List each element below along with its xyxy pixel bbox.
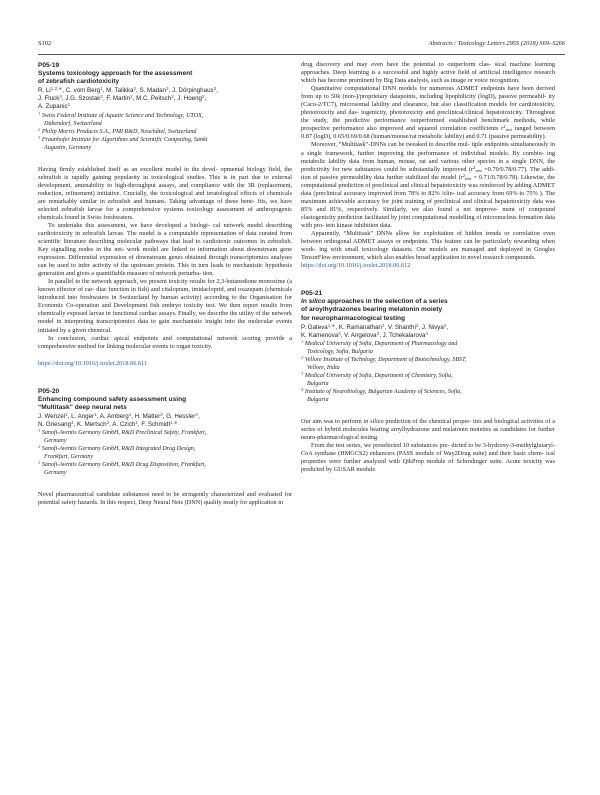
text-line: work model are linked to information about downstream gene (126, 246, 292, 254)
author-list (38, 87, 292, 111)
text-line: expression. Differential expression of downstream genes obtained (38, 254, 207, 262)
text-line: ties and biological activities of a series of hybrid molecules bearing (301, 417, 555, 433)
affiliation-text: Vellore, India (307, 364, 340, 371)
author: , V. Angelova (340, 331, 377, 339)
text-line: computational modelling of micronucleus formation data with pro- (301, 213, 555, 229)
text-line: Finally, we describe the utility of the network model in interpreting (38, 310, 292, 326)
author-list (301, 324, 555, 340)
abstract-p05-19 (38, 62, 292, 368)
author-affil[interactable]: 4 (425, 330, 429, 336)
affiliation-number: 1 (38, 110, 41, 116)
author: , F. Schmidt (137, 421, 171, 429)
paragraph (38, 166, 292, 222)
abstract-title (38, 396, 292, 412)
author-affil[interactable]: 1 (128, 411, 132, 417)
affiliation-text: Augustin, Germany (44, 144, 92, 151)
text-line: tein kinase inhibition data. (325, 221, 392, 229)
abstract-title (38, 70, 292, 86)
affiliation-text: Institute of Neurobiology, Bulgarian Academy of Sciences, Sofia, (304, 388, 462, 395)
affiliation-text: Bulgaria (307, 396, 329, 403)
text-line: broad application to novel research compounds. (415, 254, 536, 262)
abstract-body (301, 418, 555, 474)
text-line: improving the performance of individual models. By combin- (377, 149, 544, 157)
text-line: events initiated by a given chemical. (38, 318, 292, 334)
author: J. Fluck (38, 95, 60, 103)
text-line: The model is a computable representation of data curated from (127, 229, 292, 237)
affiliation-text: Philip Morris Products S.A., PMI R&D, Neuchâtel, Switzerland (41, 128, 197, 135)
affiliation-number: 2 (301, 354, 304, 360)
paragraph (301, 141, 555, 230)
affiliation-text: Dübendorf, Switzerland (44, 120, 102, 127)
author-sep: , (216, 87, 218, 95)
abstract-body (38, 166, 292, 351)
running-header (38, 40, 565, 52)
affiliation (38, 136, 292, 152)
text-line: ical properties were further analyzed with QikProp module of (301, 449, 555, 466)
author: , J. Hoeng (173, 95, 202, 103)
affiliation-number: 3 (38, 134, 41, 140)
affiliation-text: Sanofi-Aventis Germany GmbH, R&D Drug Disposition, Frankfurt, (41, 462, 206, 469)
author-affil[interactable]: 2 (381, 322, 385, 328)
author-line (38, 413, 292, 421)
paragraph (301, 418, 555, 442)
author-line (38, 95, 292, 103)
text-line: ing metabolic lability data from human, mouse, rat and various (301, 149, 555, 165)
author-affil[interactable]: 2 (195, 411, 198, 417)
paragraph (301, 61, 555, 85)
author-affil[interactable]: 1 (71, 420, 74, 426)
text-line: tion. (202, 270, 214, 278)
affiliation (38, 461, 292, 477)
paragraph (38, 278, 292, 334)
text-line: for joint training of preclinical and clinical hepatotoxicity data was (381, 197, 555, 205)
text-line: transcriptomics data to gain mechanistic insight into the molecular (96, 318, 274, 326)
text-line: trends or correlation even between orthogonal ADMET assays or (301, 229, 555, 246)
title-line: Systems toxicology approach for the assessment (38, 70, 193, 78)
text-line: preclinical and clinical hepatotoxicity was reinforced by adding (372, 181, 532, 189)
affiliation-text: Swiss Federal Institute of Aquatic Science and Technology, UTOX, (41, 112, 204, 119)
author: , G. Hessler (162, 412, 196, 420)
text-line: classification models for cardiotoxicity, phototoxicity and das- (301, 101, 555, 117)
text-line: results for 2,3-butanedione monoxime (a known effector of car- (38, 278, 292, 294)
abstract-p05-20 (38, 388, 292, 508)
text-line: lability) and 0.71 (passive permeability). (444, 133, 547, 141)
affiliation-text: Vellore Institute of Technlogy, Department of Biotechnology, SBST, (304, 356, 467, 363)
affiliation-number: 3 (38, 460, 41, 466)
text-line: deployed in Googles TensorFlow environment, which also enables (301, 246, 555, 262)
text-line: ment of compound clastogenicity prediction facilitated by joint (301, 205, 555, 221)
author: , C. vom Berg (62, 87, 101, 95)
text-line: fits, we have selected zebrafish larvae for a comprehensive systems (38, 197, 292, 213)
affiliation-number: 1 (301, 338, 304, 344)
text-line: togenicity, phototoxicity and preclinical/clinical hepatotoxicity. (361, 109, 524, 117)
affiliation-text: Frankfurt, Germany (44, 454, 94, 461)
author-affil[interactable]: 2 (130, 94, 133, 100)
text-line: could be substantially improved $(r^2_{test} =0.70/0.78/0.77)$. The addi- (383, 164, 555, 173)
affiliation (38, 429, 292, 445)
author: K. Kamenova (301, 331, 339, 339)
author: , H. Matter (131, 412, 161, 420)
title-line: Enhancing compound safety assessment using (38, 395, 187, 403)
affiliation (301, 388, 555, 404)
title-line: of zebrafish cardiotoxicity (38, 78, 120, 86)
affiliation-text: Sanofi-Aventis Germany GmbH, R&D Integrated Drug Design, (41, 446, 196, 453)
author: , M.C. Peitsch (132, 95, 172, 103)
text-line: established benchmark methods, while prospective performance (301, 117, 555, 133)
author-affil[interactable]: 2 (443, 322, 447, 328)
text-line: cal network model describing cardiotoxicity in zebrafish larvae. (38, 221, 292, 237)
title-line: “Multitask” deep neural nets (38, 403, 127, 411)
author-affil[interactable]: 2 (160, 411, 163, 417)
author: , S. Madan (136, 87, 166, 95)
text-line: tion of passive permeability data further stabilized the model (301, 173, 457, 181)
author-sep: , (197, 412, 200, 420)
text-line: Novel pharmaceutical candidate substances need to be stringently (38, 491, 209, 499)
author-affil[interactable]: 1 (65, 411, 68, 417)
text-line: between 0.87 (logD), 0.65/0.69/0.68 (human/mouse/rat metabolic (301, 125, 555, 141)
author: , K. Ramanathan (335, 323, 382, 331)
title-line: of aroylhydrazones bearing melatonin moiety (301, 306, 443, 314)
text-line: Throughout the study, the predictive performance outperformed (301, 109, 555, 125)
text-line: neuro-pharmacological testing. (301, 433, 379, 441)
text-line: Schrodinger suite. Acute toxicity was predicted by GUSAR module (301, 458, 555, 474)
author-affil[interactable]: 3 (59, 94, 62, 100)
author-affil[interactable]: 2 (100, 94, 103, 100)
text-line: ing with small toxicology datasets. Our models are managed and (319, 246, 497, 254)
text-line: dicted to be 3-hydroxy-3-methylglutaryl-CoA synthase (HMGCS2) (301, 441, 555, 457)
affiliation (38, 128, 292, 136)
text-line: other species in a single DNN, the predictivity for new substances (301, 157, 555, 173)
author-affil[interactable]: 1 (67, 102, 71, 108)
text-line: In conclusion, cardiac apical endpoints and computational (48, 334, 213, 342)
paragraph (38, 491, 292, 507)
author-sep: , (204, 95, 207, 103)
author: , A. Amberg (96, 412, 129, 420)
author: , K. Mertsch (73, 421, 107, 429)
author: , V. Shanthi (384, 323, 416, 331)
affiliation-text: Medical University of Sofia, Department of Pharmacology and (304, 340, 458, 347)
paragraph (301, 442, 555, 474)
text-line: endpoints have been derived from up to 50k (non-)/proprietary (301, 85, 555, 101)
text-line: sical machine learning approaches. Deep learning is a successful (301, 61, 555, 77)
text-line: From the test series, we preselected 10 substances pre- (311, 441, 450, 449)
text-line: cardiotoxic outcomes in zebrafish. Key signalling nodes in the net- (38, 237, 292, 254)
affiliation (301, 340, 555, 356)
text-line: (chemicals introduced into freshwaters in Switzerland by human (38, 286, 292, 302)
text-line: generation and gives a quantifiable measure of network perturba- (38, 270, 202, 278)
author: , M. Talikka (102, 87, 134, 95)
text-line: opmental biology field, the zebrafish is rapidly gaining popularity in (38, 165, 292, 181)
author-line (301, 332, 555, 340)
author: , J. Tchekalarova (379, 331, 426, 339)
paragraph (38, 222, 292, 278)
title-italic: In silico (301, 298, 326, 306)
text-line: Quantitative computational DNN models for numerous ADMET (311, 85, 479, 93)
journal-citation: Abstracts / Toxicology Letters 295S (2018) S69–S266 (428, 40, 565, 47)
text-line: become prominent by Big Data analysis, such as image or voice (327, 77, 488, 85)
text-line: respect, Deep Neural Nets (DNN) qualify neatly for application in (117, 499, 284, 507)
text-line: and Development fish embryo toxicity test. We then report results (101, 302, 278, 310)
text-line: also improved and squared correlation coefficients $r^2_{test}$ ranged (366, 124, 532, 133)
text-line: from chemically exposed larvae in functional cardiac assays. (38, 302, 292, 318)
text-line: datapoints, including lipophilicity (logD), passive permeabil- (389, 93, 547, 101)
title-line: for neuropharmacological testing (301, 314, 406, 322)
author: A. Zupanic (38, 103, 68, 111)
author-list (38, 413, 292, 429)
author-affil[interactable]: 3 (165, 86, 169, 92)
author: J. Wenzel (38, 412, 66, 420)
header-rule (38, 54, 565, 55)
affiliation-text: Bulgaria (307, 380, 329, 387)
author: , J.G. Szostak (61, 95, 101, 103)
doi-link[interactable]: https://doi.org/10.1016/j.toxlet.2018.06.611 (38, 359, 148, 367)
affiliation-text: Medical University of Sofia, Department of Chemistry, Sofia, (304, 372, 453, 379)
author-affil[interactable]: 2 (415, 322, 419, 328)
text-line: $(r^2_{test} = 0.71/0.78/0.78)$. Likewise, the computational prediction of (301, 172, 555, 189)
affiliation (38, 445, 292, 461)
author-line (38, 103, 292, 111)
text-line: 85% and 81%, respectively. Similarly, we also found a net improve- (301, 205, 499, 213)
text-line: Moreover, “Multitask”-DNNs can be tweaked to describe mul- (311, 141, 470, 149)
text-line: To undertake this assessment, we have developed a biologi- (48, 221, 210, 229)
abstract-body (38, 491, 292, 507)
paragraph (301, 230, 555, 262)
text-line: In parallel to the network approach, we present toxicity (48, 278, 188, 286)
text-line: characterized and evaluated for potential safety hazards. In this (38, 491, 292, 507)
author: R. Li (38, 87, 51, 95)
doi-link[interactable]: https://doi.org/10.1016/j.toxlet.2018.06.612 (301, 262, 411, 270)
author-affil[interactable]: 1 (100, 86, 103, 92)
page-number: S102 (38, 40, 52, 47)
affiliation-text: Germany (44, 438, 67, 445)
author-affil[interactable]: 3 (213, 86, 217, 92)
author-affil[interactable]: 2 (171, 94, 174, 100)
author: , F. Martin (102, 95, 131, 103)
affiliation-number: 2 (38, 126, 41, 132)
author-affil[interactable]: 2 (202, 94, 205, 100)
paragraph (301, 85, 555, 141)
author-affil[interactable]: 3 (376, 330, 380, 336)
text-line: toxicology assessment of anthropogenic chemicals found in Swiss (38, 205, 292, 221)
abstract-title (301, 298, 555, 322)
affiliation (301, 372, 555, 388)
author-affil[interactable]: 1 (94, 411, 97, 417)
continuation-body (301, 61, 555, 262)
text-line: ical accuracy from 69% to 75% ). The maximum achievable accuracy (301, 189, 555, 205)
text-line: Having firmly established itself as an excellent model in the devel- (38, 165, 218, 173)
title-line (301, 298, 555, 306)
affiliations (301, 340, 555, 404)
text-line: through transcriptomics analyses can be used to infer activity of (38, 254, 292, 270)
affiliation-text: Toxicology, Sofia, Bulgaria (307, 348, 373, 355)
text-line: toxicological and teratological effects of chemicals are remarkably (38, 189, 292, 205)
text-line: activity) according to the Organisation for Economic Co-operation (38, 294, 292, 310)
text-line: ADMET data (preclinical accuracy improved from 78% to 82% /clin- (301, 181, 555, 197)
text-line: tiple endpoints simultaneously in a single framework, further (301, 141, 555, 157)
right-column (301, 61, 555, 781)
author-affil[interactable]: 1 (135, 420, 138, 426)
affiliation (301, 356, 555, 372)
text-line: network scoring provide a comprehensive method for linking (38, 334, 292, 350)
author: , J. Dörpinghaus (168, 87, 214, 95)
affiliations (38, 112, 292, 152)
text-line: ity (Caco-2/TC7), microsomal lability and clearance, but also (301, 93, 555, 109)
text-line: Our aim was to perform in silico prediction of the chemical proper- (301, 417, 472, 425)
affiliation-number: 3 (301, 370, 304, 376)
paragraph (38, 335, 292, 351)
affiliation-text: Germany (44, 470, 67, 477)
text-line: amenability to high-throughput assays, and compliance with the (74, 181, 245, 189)
author-affil[interactable]: 1,2,∗ (50, 86, 63, 92)
author-affil[interactable]: 2 (106, 420, 110, 426)
author-sep: , (446, 323, 449, 331)
text-line: similar in zebrafish and humans. Taking advantage of these bene- (79, 197, 255, 205)
abstract-code: P05-20 (38, 387, 60, 395)
abstract-p05-21 (301, 290, 555, 474)
author-line (38, 421, 292, 429)
left-column (38, 62, 292, 782)
affiliation-number: 2 (38, 444, 41, 450)
abstract-code: P05-21 (301, 290, 323, 298)
text-line: scientific literature describing molecular pathways that lead to (38, 237, 201, 245)
text-line: Apparently, “Multitask” DNNs allow for exploitation of hidden (311, 229, 483, 237)
author-affil[interactable]: 2 (133, 86, 137, 92)
text-line: molecular events to organ toxicity. (125, 342, 213, 350)
text-line: and highly active field of artificial intelligence research which has (301, 69, 555, 85)
affiliation-number: 1 (38, 428, 41, 434)
affiliation-text: Sanofi-Aventis Germany GmbH, R&D Preclinical Safety, Frankfurt, (41, 430, 207, 437)
author: , L. Anger (67, 412, 95, 420)
author-affil[interactable]: 3 (338, 330, 341, 336)
abstract-code: P05-19 (38, 62, 60, 69)
title-text: approaches in the selection of a series (325, 298, 448, 306)
author-affil[interactable]: 1,∗ (170, 420, 178, 426)
text-line: diac function in fish) and citalopram, imidacloprid, and oxazepam (96, 286, 264, 294)
text-line: endpoints. This feature can be particularly rewarding when work- (301, 238, 555, 254)
text-line: enhancers (PASS module of Way2Drug suite) and their basic chem- (369, 449, 544, 457)
author: P. Gateva (301, 323, 328, 331)
text-line: freshwaters. (103, 213, 134, 221)
text-line: the upstream protein. This in turn leads to mechanistic hypothesis (120, 262, 292, 270)
affiliations (38, 429, 292, 477)
author-affil[interactable]: 1,∗ (327, 322, 336, 328)
text-line: drug discovery and may even have the potential to outperform clas- (301, 61, 491, 68)
affiliation-text: Fraunhofer Institute for Algorithms and Scientific Computing, Sankt (41, 136, 208, 143)
text-line: recognition. (489, 77, 520, 85)
affiliation (38, 112, 292, 128)
author: N. Griesang (38, 421, 72, 429)
author: , A. Czich (109, 421, 136, 429)
text-line: toxicological studies. This is in part due to external development, (38, 173, 292, 189)
author: , J. Nivya (418, 323, 444, 331)
affiliation-number: 4 (301, 386, 304, 392)
text-line: aroylhydrazone and melatonin moieties as candidates for further (390, 425, 555, 433)
text-line: 3R (replacement, reduction, refinement) initiative. Crucially, the (38, 181, 292, 197)
